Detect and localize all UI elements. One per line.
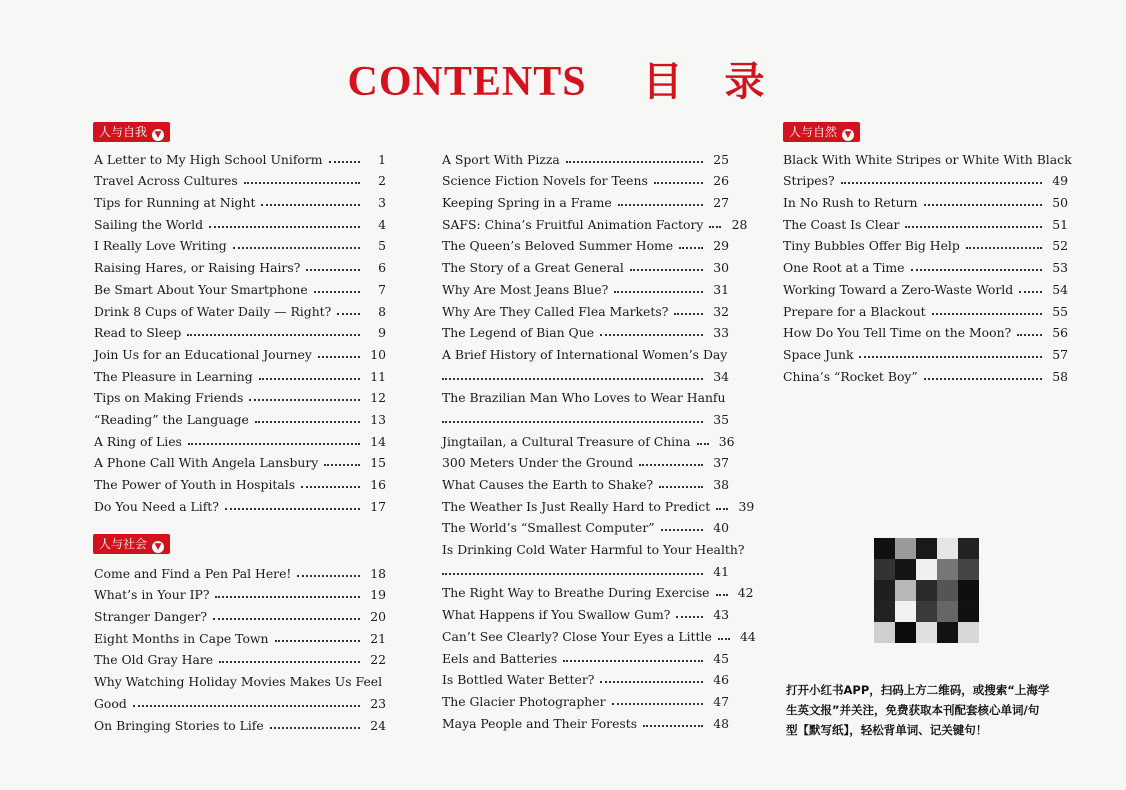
dot-leader [716,594,728,596]
toc-entry[interactable] [94,581,386,603]
toc-entry[interactable] [442,449,729,471]
qr-cell [916,538,937,559]
dot-leader [859,356,1042,358]
dot-leader [643,725,703,727]
toc-column-1b [94,559,386,733]
toc-entry-page: 53 [1052,260,1068,276]
toc-entry[interactable] [94,275,386,297]
qr-cell [958,622,979,643]
toc-entry[interactable] [442,427,735,449]
toc-entry-page: 23 [370,695,386,711]
toc-entry[interactable] [442,319,729,341]
dot-leader [600,681,703,683]
toc-entry-page: 10 [370,346,386,362]
toc-entry-title: I Really Love Writing [94,238,227,254]
toc-entry-title: Black With White Stripes or White With Black [783,151,1072,167]
toc-entry-page: 52 [1052,238,1068,254]
toc-entry-title: The Queen’s Beloved Summer Home [442,238,674,254]
toc-entry-page: 34 [713,368,729,384]
toc-entry-page: 27 [713,195,729,211]
toc-column-3 [783,145,1072,384]
toc-entry-title: Tips for Running at Night [94,195,256,211]
qr-cell [895,580,916,601]
dot-leader [639,464,703,466]
toc-entry[interactable] [94,427,386,449]
toc-entry-page: 6 [378,260,386,276]
toc-entry-title: Prepare for a Blackout [783,303,926,319]
dot-leader [661,529,703,531]
toc-entry-page: 46 [713,672,729,688]
toc-entry-page: 49 [1052,173,1068,189]
qr-cell [916,622,937,643]
toc-entry-title-cont: Stripes? [783,173,835,189]
toc-entry-title: The Coast Is Clear [783,216,900,232]
toc-entry-page: 24 [370,717,386,733]
toc-entry[interactable] [94,297,386,319]
toc-entry[interactable] [94,188,386,210]
toc-entry-title: Join Us for an Educational Journey [94,346,312,362]
qr-cell [874,538,895,559]
qr-cell [916,580,937,601]
toc-entry[interactable] [442,709,729,731]
toc-entry-page: 14 [370,433,386,449]
toc-entry-page: 35 [713,411,729,427]
toc-entry-title: A Ring of Lies [94,433,182,449]
toc-entry[interactable] [94,646,386,668]
section-badge-self [93,122,170,142]
toc-entry[interactable] [442,145,729,167]
qr-cell [937,601,958,622]
toc-entry-title: The Glacier Photographer [442,693,606,709]
toc-entry-page: 37 [713,455,729,471]
toc-entry[interactable] [94,167,386,189]
toc-entry[interactable] [94,405,386,427]
toc-entry-page: 50 [1052,195,1068,211]
toc-entry[interactable] [94,492,386,514]
toc-entry[interactable] [442,253,729,275]
qr-cell [874,559,895,580]
toc-entry-title: SAFS: China’s Fruitful Animation Factory [442,216,704,232]
toc-entry[interactable] [783,340,1068,362]
toc-entry[interactable] [783,145,1072,189]
dot-leader [259,378,360,380]
arrow-down-icon: ▼ [842,129,854,141]
qr-code[interactable] [874,538,979,643]
toc-entry[interactable] [442,384,729,427]
dot-leader [966,247,1042,249]
toc-entry-page: 19 [370,587,386,603]
toc-entry-title: Do You Need a Lift? [94,498,219,514]
toc-entry-title: What Happens if You Swallow Gum? [442,607,671,623]
toc-entry-title: The Right Way to Breathe During Exercise [442,585,710,601]
toc-entry-page: 32 [713,303,729,319]
dot-leader [209,226,360,228]
toc-entry[interactable] [94,253,386,275]
toc-entry-page: 55 [1052,303,1068,319]
qr-cell [958,538,979,559]
toc-entry-page: 44 [740,628,756,644]
toc-entry[interactable] [94,232,386,254]
toc-entry-title: Tiny Bubbles Offer Big Help [783,238,960,254]
toc-entry[interactable] [442,470,729,492]
dot-leader [630,269,703,271]
toc-entry-page: 21 [370,630,386,646]
toc-entry-title: A Brief History of International Women’s Day [442,346,728,362]
toc-entry[interactable] [442,622,756,644]
promo-line: 打开小红书APP，扫码上方二维码，或搜索“上海学 [786,683,1050,697]
toc-entry[interactable] [94,624,386,646]
toc-entry-title: Maya People and Their Forests [442,715,638,731]
toc-entry[interactable] [783,275,1068,297]
dot-leader [618,204,703,206]
toc-entry-title: Be Smart About Your Smartphone [94,281,308,297]
dot-leader [709,226,721,228]
toc-entry-page: 36 [718,433,735,449]
dot-leader [337,313,360,315]
dot-leader [329,161,360,163]
toc-entry-title: The Pleasure in Learning [94,368,253,384]
dot-leader [324,464,360,466]
toc-entry[interactable] [442,492,755,514]
toc-entry[interactable] [94,210,386,232]
dot-leader [133,705,360,707]
toc-entry[interactable] [94,384,386,406]
promo-line: 生英文报”并关注，免费获取本刊配套核心单词/句 [786,703,1040,717]
section-label: 人与社会 [99,537,148,551]
toc-entry-title: In No Rush to Return [783,195,918,211]
dot-leader [614,291,703,293]
toc-entry-page: 20 [370,609,386,625]
dot-leader [924,204,1042,206]
toc-entry-title: China’s “Rocket Boy” [783,368,918,384]
dot-leader [654,182,703,184]
toc-entry-title: The Weather Is Just Really Hard to Predict [442,498,711,514]
dot-leader [187,334,360,336]
qr-cell [916,601,937,622]
toc-entry-title: Eels and Batteries [442,650,558,666]
dot-leader [566,161,703,163]
toc-entry[interactable] [783,210,1068,232]
toc-entry[interactable] [442,514,729,536]
toc-entry[interactable] [783,188,1068,210]
dot-leader [563,660,703,662]
toc-entry-page: 28 [731,216,748,232]
toc-entry-page: 30 [713,260,729,276]
dot-leader [718,638,730,640]
toc-entry-title-cont: Good [94,695,127,711]
qr-cell [937,580,958,601]
toc-entry[interactable] [783,253,1068,275]
toc-entry-title: The World’s “Smallest Computer” [442,520,655,536]
toc-entry-page: 5 [378,238,386,254]
toc-entry[interactable] [94,602,386,624]
dot-leader [442,573,703,575]
toc-entry-page: 39 [738,498,755,514]
dot-leader [249,399,360,401]
toc-entry-title: How Do You Tell Time on the Moon? [783,325,1012,341]
qr-cell [895,559,916,580]
toc-entry[interactable] [442,600,729,622]
toc-entry-title: Eight Months in Cape Town [94,630,269,646]
dot-leader [306,269,360,271]
toc-entry-page: 40 [713,520,729,536]
toc-entry-page: 42 [737,585,754,601]
toc-entry-page: 8 [378,303,386,319]
dot-leader [442,421,703,423]
dot-leader [932,313,1042,315]
toc-entry[interactable] [442,167,729,189]
toc-entry[interactable] [442,687,729,709]
toc-entry-page: 58 [1052,368,1068,384]
toc-entry-title: One Root at a Time [783,260,905,276]
toc-entry[interactable] [94,711,386,733]
toc-entry[interactable] [783,232,1068,254]
toc-column-2 [442,145,756,731]
dot-leader [600,334,703,336]
toc-entry-title: Keeping Spring in a Frame [442,195,612,211]
toc-entry-title: The Story of a Great General [442,260,624,276]
qr-cell [916,559,937,580]
qr-cell [958,559,979,580]
toc-entry-title: A Phone Call With Angela Lansbury [94,455,319,471]
toc-entry-page: 31 [713,281,729,297]
toc-entry-page: 56 [1052,325,1068,341]
toc-entry[interactable] [442,275,729,297]
qr-cell [958,601,979,622]
title-en: CONTENTS [347,59,587,105]
toc-entry-page: 45 [713,650,729,666]
toc-entry-page: 7 [378,281,386,297]
qr-cell [895,538,916,559]
toc-entry-title: Why Watching Holiday Movies Makes Us Feel [94,674,383,690]
toc-entry[interactable] [94,362,386,384]
toc-entry-page: 33 [713,325,729,341]
toc-entry-page: 26 [713,173,729,189]
qr-cell [874,601,895,622]
toc-entry-title: Why Are Most Jeans Blue? [442,281,609,297]
toc-entry-page: 57 [1052,346,1068,362]
toc-entry[interactable] [442,644,729,666]
toc-entry-title: Can’t See Clearly? Close Your Eyes a Little [442,628,712,644]
dot-leader [716,508,728,510]
qr-cell [895,601,916,622]
dot-leader [261,204,360,206]
toc-entry-title: The Old Gray Hare [94,652,214,668]
toc-entry[interactable] [94,319,386,341]
dot-leader [215,596,360,598]
toc-entry[interactable] [94,470,386,492]
toc-entry-page: 29 [713,238,729,254]
qr-cell [874,622,895,643]
toc-entry-title: Sailing the World [94,216,204,232]
toc-entry-page: 12 [370,390,386,406]
dot-leader [225,508,360,510]
toc-entry-title: On Bringing Stories to Life [94,717,264,733]
toc-entry-title: A Letter to My High School Uniform [94,151,323,167]
toc-entry-title: Science Fiction Novels for Teens [442,173,648,189]
dot-leader [219,661,360,663]
dot-leader [301,486,360,488]
qr-cell [937,622,958,643]
dot-leader [255,421,360,423]
arrow-down-icon: ▼ [152,541,164,553]
toc-entry-page: 15 [370,455,386,471]
dot-leader [233,247,360,249]
toc-entry-title: Drink 8 Cups of Water Daily — Right? [94,303,332,319]
toc-entry-page: 51 [1052,216,1068,232]
toc-entry[interactable] [783,319,1068,341]
toc-entry-title: “Reading” the Language [94,411,249,427]
toc-entry-title: Space Junk [783,346,854,362]
toc-entry-page: 2 [378,173,386,189]
dot-leader [674,313,703,315]
qr-cell [958,580,979,601]
toc-entry[interactable] [442,579,754,601]
toc-entry-title: Jingtailan, a Cultural Treasure of China [442,433,691,449]
toc-entry[interactable] [783,362,1068,384]
dot-leader [1019,291,1042,293]
toc-entry-title: Working Toward a Zero-Waste World [783,281,1014,297]
toc-entry[interactable] [94,145,386,167]
toc-entry-title: What Causes the Earth to Shake? [442,477,654,493]
dot-leader [442,378,703,380]
toc-entry[interactable] [442,535,745,579]
toc-entry-title: Is Drinking Cold Water Harmful to Your Health? [442,542,745,558]
toc-entry-title: Why Are They Called Flea Markets? [442,303,669,319]
toc-column-1 [94,145,386,514]
toc-entry-page: 1 [378,151,386,167]
dot-leader [679,247,703,249]
dot-leader [188,443,360,445]
toc-entry[interactable] [442,232,729,254]
toc-entry[interactable] [442,666,729,688]
toc-entry-title: The Power of Youth in Hospitals [94,477,296,492]
toc-entry-page: 9 [378,325,386,341]
toc-entry-page: 4 [378,216,386,232]
toc-entry-page: 54 [1052,281,1068,297]
qr-cell [937,559,958,580]
promo-text [786,680,1076,740]
toc-entry[interactable] [442,297,729,319]
toc-entry-page: 48 [713,715,729,731]
dot-leader [314,291,360,293]
dot-leader [244,182,360,184]
page-title [0,50,1126,107]
toc-entry-title: Raising Hares, or Raising Hairs? [94,260,301,276]
section-badge-society [93,534,170,554]
toc-entry[interactable] [94,559,386,581]
toc-entry-page: 22 [370,652,386,668]
dot-leader [318,356,360,358]
toc-entry-page: 16 [370,477,386,492]
dot-leader [1017,334,1042,336]
dot-leader [911,269,1042,271]
toc-entry-page: 43 [713,607,729,623]
dot-leader [297,575,360,577]
dot-leader [924,378,1042,380]
section-label: 人与自我 [99,125,148,139]
qr-cell [895,622,916,643]
toc-entry-page: 41 [713,563,729,579]
dot-leader [697,443,709,445]
toc-entry-title: 300 Meters Under the Ground [442,455,634,471]
toc-entry-title: Stranger Danger? [94,609,208,625]
promo-line: 型【默写纸】，轻松背单词、记关键句！ [786,723,988,737]
toc-entry-page: 47 [713,693,729,709]
toc-entry[interactable] [94,449,386,471]
toc-entry-title: Is Bottled Water Better? [442,672,595,688]
toc-entry-page: 13 [370,411,386,427]
toc-entry-title: A Sport With Pizza [442,151,560,167]
dot-leader [213,618,360,620]
toc-entry[interactable] [94,667,386,710]
toc-entry-title: Come and Find a Pen Pal Here! [94,565,292,581]
toc-entry-page: 17 [370,498,386,514]
toc-entry-title: Tips on Making Friends [94,390,244,406]
dot-leader [612,703,704,705]
toc-entry-page: 11 [370,368,386,384]
toc-entry-title: The Brazilian Man Who Loves to Wear Hanfu [442,390,726,406]
qr-cell [937,538,958,559]
toc-entry-title: The Legend of Bian Que [442,325,595,341]
dot-leader [275,640,360,642]
toc-entry[interactable] [442,340,729,383]
dot-leader [905,226,1042,228]
toc-entry-page: 3 [378,195,386,211]
dot-leader [841,182,1042,184]
dot-leader [659,486,703,488]
toc-entry-page: 38 [713,477,729,493]
toc-entry[interactable] [94,340,386,362]
title-zh: 目 录 [642,59,779,105]
toc-entry[interactable] [442,210,748,232]
toc-entry-page: 25 [713,151,729,167]
dot-leader [676,616,703,618]
qr-cell [874,580,895,601]
toc-entry-title: What’s in Your IP? [94,587,210,603]
toc-entry-title: Read to Sleep [94,325,182,341]
section-label: 人与自然 [789,125,838,139]
dot-leader [270,727,360,729]
section-badge-nature [783,122,860,142]
toc-entry[interactable] [783,297,1068,319]
toc-entry[interactable] [442,188,729,210]
arrow-down-icon: ▼ [152,129,164,141]
toc-entry-title: Travel Across Cultures [94,173,238,189]
toc-entry-page: 18 [370,565,386,581]
